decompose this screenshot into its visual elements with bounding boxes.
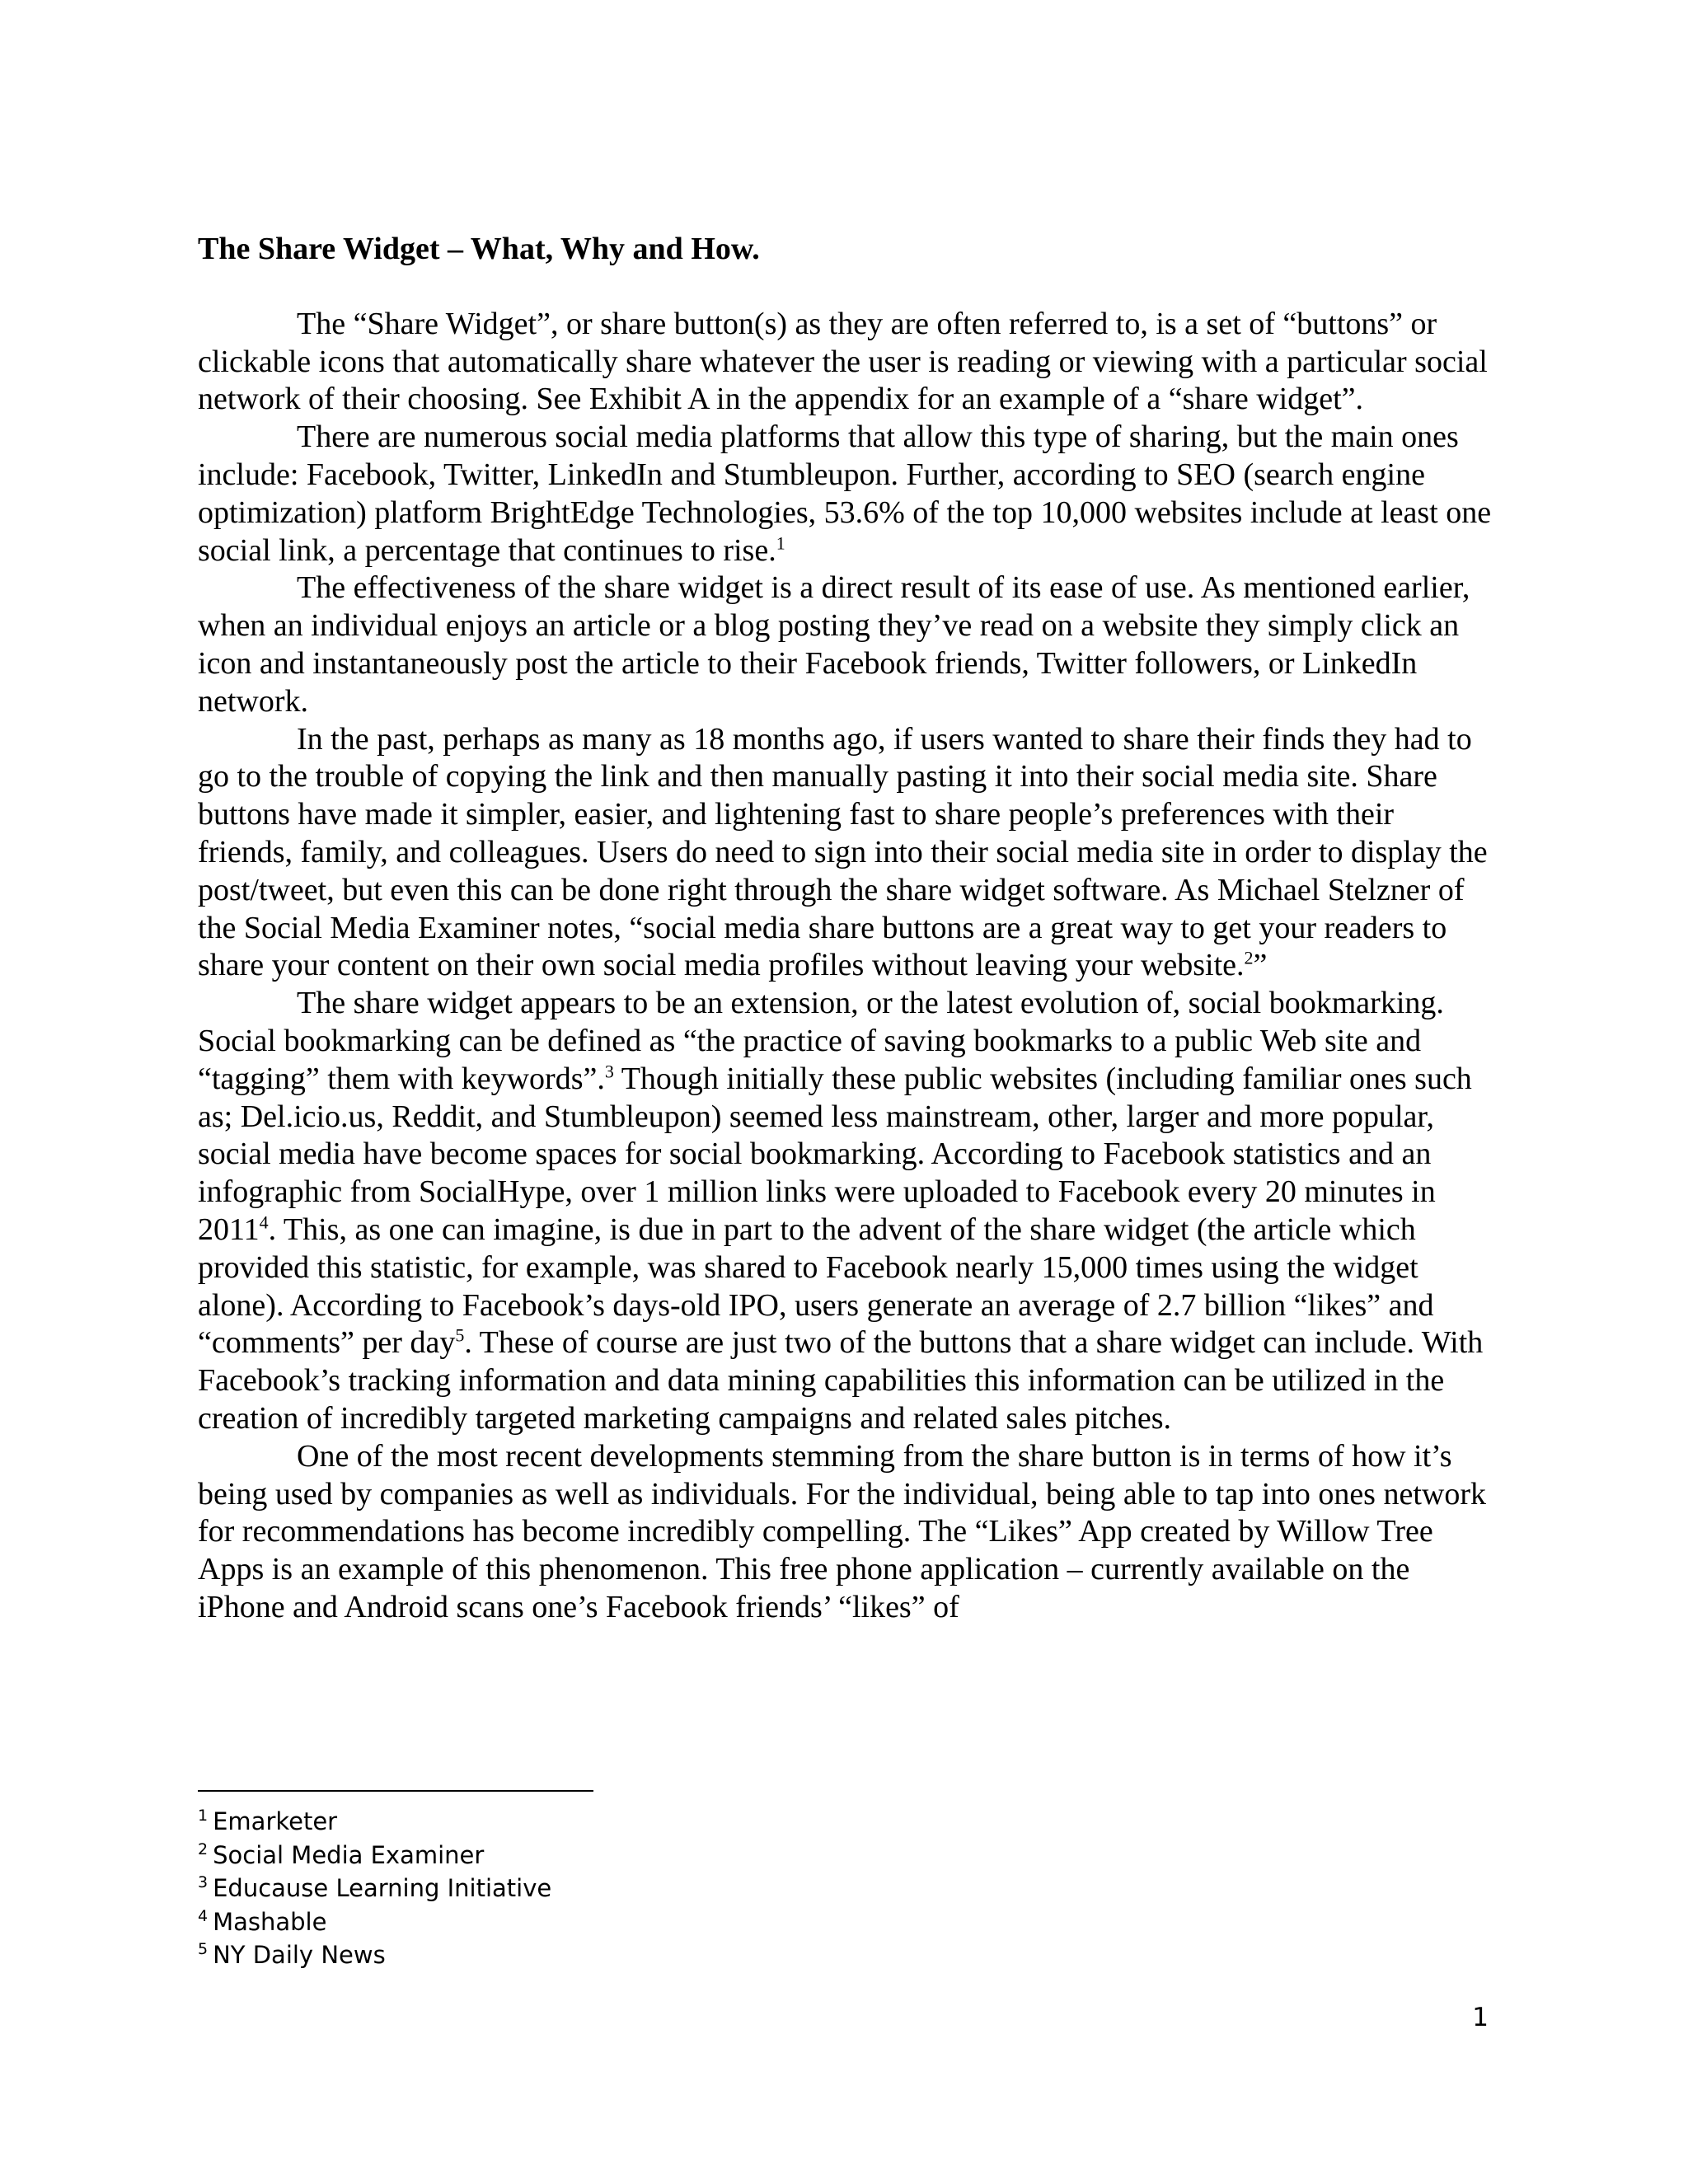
footnote-text: Educause Learning Initiative — [213, 1874, 552, 1902]
footnote-reference: 4 — [259, 1212, 269, 1233]
footnote-text: Social Media Examiner — [213, 1840, 485, 1869]
paragraph-text: One of the most recent developments stemming from the share button is in terms of how it’s being used by companies as well as individuals. For the individual, being able to tap into ones network for recommendations has become incredibly compelling. The “Likes” App created by Willow Tree Apps is an example of this phenomenon. This free phone application – currently available on the iPhone and Android scans one’s Facebook friends’ “likes” of — [198, 1438, 1486, 1624]
footnote-item — [198, 1805, 857, 1839]
footnote-text: Emarketer — [213, 1807, 338, 1835]
footnote-number: 2 — [198, 1840, 209, 1858]
footnote-item — [198, 1872, 857, 1905]
footnote-number: 5 — [198, 1940, 209, 1959]
paragraph-text: . These of course are just two of the buttons that a share widget can include. With Facebook’s tracking information and data mining capabilities this information can be utilized in the creation of incredibly targeted marketing campaigns and related sales pitches. — [198, 1325, 1484, 1436]
paragraph-text: In the past, perhaps as many as 18 months ago, if users wanted to share their finds they had to go to the trouble of copying the link and then manually pasting it into their social media site. Share buttons have made it simpler, easier, and lightening fast to share people’s preferences with their friends, family, and colleagues. Users do need to sign into their social media site in order to display the post/tweet, but even this can be done right through the share widget software. As Michael Stelzner of the Social Media Examiner notes, “social media share buttons are a great way to get your readers to share your content on their own social media profiles without leaving your website. — [198, 721, 1488, 983]
document-title: The Share Widget – What, Why and How. — [198, 232, 760, 266]
body-paragraph — [198, 721, 1492, 986]
footnote-number: 3 — [198, 1873, 209, 1892]
footnote-reference: 3 — [604, 1061, 614, 1082]
page-number: 1 — [1472, 2003, 1489, 2032]
paragraph-text: The “Share Widget”, or share button(s) as they are often referred to, is a set of “buttons” or clickable icons that automatically share whatever the user is reading or viewing with a particular social network of their choosing. See Exhibit A in the appendix for an example of a “share widget”. — [198, 306, 1488, 417]
body-content — [198, 231, 1492, 1627]
footnote-item — [198, 1938, 857, 1972]
paragraph-text: ” — [1253, 948, 1268, 983]
footnote-item — [198, 1905, 857, 1939]
body-paragraph — [198, 306, 1492, 419]
footnote-reference: 2 — [1244, 947, 1254, 968]
footnote-separator — [198, 1790, 593, 1792]
footnotes — [198, 1805, 857, 1972]
body-paragraph — [198, 569, 1492, 720]
body-paragraph — [198, 985, 1492, 1438]
footnote-reference: 5 — [455, 1324, 465, 1346]
footnote-text: Mashable — [213, 1907, 327, 1936]
paragraph-text: The share widget appears to be an extension, or the latest evolution of, social bookmarking. Social bookmarking can be defined as “the practice of saving bookmarks to a public Web site and “tagging” them with keywords”. — [198, 986, 1444, 1096]
footnote-number: 4 — [198, 1906, 209, 1925]
body-paragraph — [198, 1438, 1492, 1627]
footnote-reference: 1 — [776, 532, 785, 553]
body-paragraphs — [198, 306, 1492, 1627]
footnote-item — [198, 1839, 857, 1872]
paragraph-text: The effectiveness of the share widget is a direct result of its ease of use. As mentioned earlier, when an individual enjoys an article or a blog posting they’ve read on a website they simply click an icon and instantaneously post the article to their Facebook friends, Twitter followers, or LinkedIn network. — [198, 570, 1470, 719]
paragraph-text: . This, as one can imagine, is due in part to the advent of the share widget (the article which provided this statistic, for example, was shared to Facebook nearly 15,000 times using the widget alone). According to Facebook’s days-old IPO, users generate an average of 2.7 billion “likes” and “comments” per day — [198, 1212, 1434, 1361]
paragraph-text: Though initially these public websites (including familiar ones such as; Del.icio.us, Reddit, and Stumbleupon) seemed less mainstream, other, larger and more popular, social media have become spaces for social bookmarking. According to Facebook statistics and an infographic from SocialHype, over 1 million links were uploaded to Facebook every 20 minutes in 2011 — [198, 1061, 1472, 1247]
paragraph-text: There are numerous social media platforms that allow this type of sharing, but the main ones include: Facebook, Twitter, LinkedIn and Stumbleupon. Further, according to SEO (search engine optimization) platform BrightEdge Technologies, 53.6% of the top 10,000 websites include at least one social link, a percentage that continues to rise. — [198, 419, 1492, 568]
footnote-text: NY Daily News — [213, 1941, 386, 1969]
body-paragraph — [198, 419, 1492, 569]
footnote-number: 1 — [198, 1807, 209, 1825]
